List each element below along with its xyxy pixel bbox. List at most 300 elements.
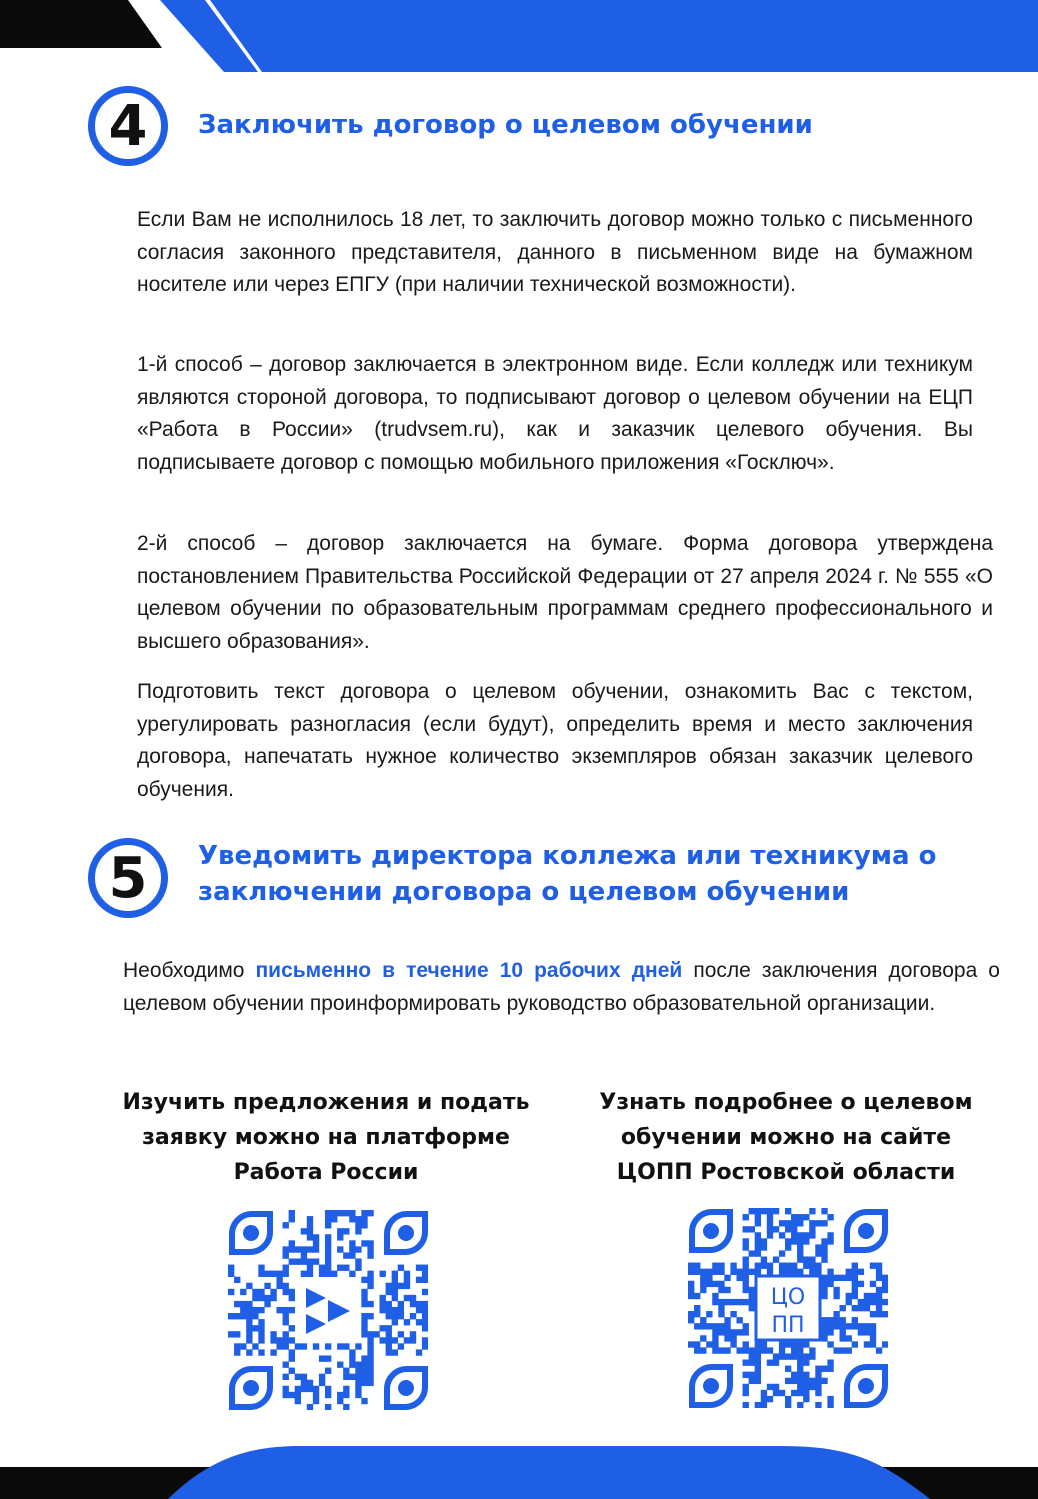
qr-module (234, 1301, 240, 1307)
qr-module (755, 1366, 761, 1372)
qr-module (743, 1287, 749, 1293)
qr-module (313, 1343, 319, 1349)
qr-module (864, 1299, 870, 1305)
qr-module (815, 1390, 821, 1396)
qr-module (240, 1307, 246, 1313)
qr-module (791, 1232, 797, 1238)
qr-module (882, 1275, 888, 1281)
qr-module (761, 1256, 767, 1262)
qr-module (761, 1347, 767, 1353)
qr-module (803, 1390, 809, 1396)
qr-module (803, 1341, 809, 1347)
step-5-title-line-2: заключении договора о целевом обучении (198, 877, 850, 907)
qr-module (815, 1384, 821, 1390)
qr-module (404, 1337, 410, 1343)
qr-module (343, 1252, 349, 1258)
qr-module (325, 1355, 331, 1361)
qr-module (343, 1392, 349, 1398)
qr-module (386, 1283, 392, 1289)
qr-module (386, 1331, 392, 1337)
qr-module (258, 1307, 264, 1313)
qr-module (706, 1311, 712, 1317)
qr-module (349, 1349, 355, 1355)
qr-module (283, 1319, 289, 1325)
qr-module (779, 1250, 785, 1256)
qr-module (355, 1362, 361, 1368)
qr-module (833, 1293, 839, 1299)
qr-module (852, 1275, 858, 1281)
qr-module (343, 1374, 349, 1380)
qr-module (755, 1214, 761, 1220)
qr-module (809, 1378, 815, 1384)
qr-module (307, 1216, 313, 1222)
qr-module (349, 1240, 355, 1246)
qr-module (313, 1240, 319, 1246)
qr-module (386, 1301, 392, 1307)
qr-module (240, 1289, 246, 1295)
qr-module (349, 1216, 355, 1222)
qr-module (791, 1347, 797, 1353)
qr-module (797, 1360, 803, 1366)
qr-module (827, 1396, 833, 1402)
qr-module (803, 1396, 809, 1402)
qr-finder-dot (243, 1380, 259, 1396)
qr-module (337, 1398, 343, 1404)
bottom-banner (0, 1440, 1038, 1499)
qr-module (355, 1258, 361, 1264)
qr-finder-dot (858, 1378, 874, 1394)
qr-module (767, 1360, 773, 1366)
step-5-paragraph (123, 955, 1000, 1020)
copp-logo-icon (756, 1276, 820, 1340)
qr-module (730, 1263, 736, 1269)
qr-module (355, 1386, 361, 1392)
qr-module (870, 1311, 876, 1317)
qr-module (416, 1319, 422, 1325)
qr-module (283, 1362, 289, 1368)
qr-module (289, 1216, 295, 1222)
copp-logo-bottom: ПП (771, 1313, 805, 1338)
qr-module (852, 1341, 858, 1347)
qr-module (852, 1317, 858, 1323)
qr-module (852, 1293, 858, 1299)
qr-module (386, 1289, 392, 1295)
step-4-paragraph-4: Подготовить текст договора о целевом обучении, ознакомить Вас с текстом, урегулировать разногласия (если будут), определить время и место заключения договора, напечатать нужное количество экземпляров обязан заказчик целевого обучения. (137, 680, 973, 801)
qr-module (398, 1307, 404, 1313)
qr-module (779, 1347, 785, 1353)
top-banner (0, 0, 1038, 80)
qr-module (367, 1349, 373, 1355)
qr-module (331, 1216, 337, 1222)
qr-module (852, 1281, 858, 1287)
qr-module (404, 1277, 410, 1283)
qr-module (276, 1277, 282, 1283)
qr-module (301, 1374, 307, 1380)
qr-module (367, 1252, 373, 1258)
qr-module (785, 1269, 791, 1275)
qr-module (283, 1374, 289, 1380)
qr-module (688, 1317, 694, 1323)
qr-module (858, 1329, 864, 1335)
qr-module (301, 1228, 307, 1234)
qr-module (325, 1216, 331, 1222)
qr-module (876, 1347, 882, 1353)
qr-module (246, 1337, 252, 1343)
qr-module (809, 1232, 815, 1238)
qr-module (367, 1355, 373, 1361)
qr-module (694, 1311, 700, 1317)
qr-module (743, 1281, 749, 1287)
qr-module (234, 1343, 240, 1349)
qr-module (743, 1329, 749, 1335)
qr-module (416, 1301, 422, 1307)
qr-module (325, 1246, 331, 1252)
qr-module (730, 1311, 736, 1317)
qr-module (724, 1299, 730, 1305)
qr-module (380, 1325, 386, 1331)
qr-module (398, 1265, 404, 1271)
qr-module (767, 1220, 773, 1226)
qr-module (743, 1256, 749, 1262)
qr-module (821, 1275, 827, 1281)
qr-module (803, 1360, 809, 1366)
qr-module (852, 1287, 858, 1293)
qr-module (361, 1331, 367, 1337)
qr-module (724, 1335, 730, 1341)
qr-module (706, 1275, 712, 1281)
qr-module (785, 1226, 791, 1232)
qr-module (724, 1347, 730, 1353)
qr-module (325, 1240, 331, 1246)
qr-module (325, 1258, 331, 1264)
qr-module (876, 1293, 882, 1299)
qr-module (882, 1299, 888, 1305)
qr-module (295, 1398, 301, 1404)
qr-module (876, 1287, 882, 1293)
qr-module (343, 1343, 349, 1349)
qr-module (337, 1362, 343, 1368)
qr-module (833, 1287, 839, 1293)
qr-module (325, 1252, 331, 1258)
qr-module (755, 1244, 761, 1250)
qr-module (749, 1347, 755, 1353)
qr-module (386, 1337, 392, 1343)
qr-module (864, 1305, 870, 1311)
qr-module (367, 1283, 373, 1289)
qr-module (809, 1384, 815, 1390)
qr-module (694, 1293, 700, 1299)
qr-module (755, 1378, 761, 1384)
qr-module (246, 1301, 252, 1307)
qr-module (761, 1244, 767, 1250)
qr-module (712, 1323, 718, 1329)
qr-module (422, 1301, 428, 1307)
qr-module (827, 1269, 833, 1275)
qr-module (380, 1301, 386, 1307)
qr-module (367, 1271, 373, 1277)
qr-module (767, 1232, 773, 1238)
qr-module (367, 1374, 373, 1380)
qr-module (730, 1329, 736, 1335)
qr-module (821, 1244, 827, 1250)
qr-module (743, 1263, 749, 1269)
qr-module (840, 1275, 846, 1281)
qr-module (779, 1353, 785, 1359)
qr-module (833, 1275, 839, 1281)
qr-module (313, 1398, 319, 1404)
qr-module (361, 1210, 367, 1216)
cta-right-line-1: Узнать подробнее о целевом (599, 1090, 973, 1115)
qr-module (361, 1295, 367, 1301)
qr-module (283, 1265, 289, 1271)
qr-module (773, 1208, 779, 1214)
qr-module (246, 1349, 252, 1355)
qr-module (258, 1337, 264, 1343)
qr-module (712, 1299, 718, 1305)
qr-module (700, 1347, 706, 1353)
qr-module (730, 1299, 736, 1305)
qr-module (295, 1386, 301, 1392)
qr-module (313, 1246, 319, 1252)
qr-module (398, 1283, 404, 1289)
qr-module (779, 1232, 785, 1238)
qr-module (283, 1343, 289, 1349)
qr-module (730, 1269, 736, 1275)
qr-module (718, 1281, 724, 1287)
qr-module (264, 1271, 270, 1277)
qr-module (380, 1337, 386, 1343)
qr-module (688, 1281, 694, 1287)
qr-module (736, 1317, 742, 1323)
qr-module (755, 1263, 761, 1269)
qr-module (367, 1210, 373, 1216)
qr-module (337, 1246, 343, 1252)
qr-module (325, 1386, 331, 1392)
qr-module (422, 1343, 428, 1349)
qr-module (325, 1271, 331, 1277)
qr-module (833, 1317, 839, 1323)
qr-module (349, 1355, 355, 1361)
qr-module (773, 1390, 779, 1396)
qr-module (325, 1222, 331, 1228)
qr-module (246, 1325, 252, 1331)
qr-module (840, 1329, 846, 1335)
qr-module (380, 1295, 386, 1301)
qr-module (815, 1244, 821, 1250)
qr-module (410, 1295, 416, 1301)
qr-module (307, 1228, 313, 1234)
qr-module (876, 1269, 882, 1275)
qr-module (325, 1343, 331, 1349)
qr-module (803, 1378, 809, 1384)
qr-module (276, 1271, 282, 1277)
qr-module (743, 1226, 749, 1232)
qr-module (791, 1238, 797, 1244)
qr-module (355, 1216, 361, 1222)
qr-module (858, 1281, 864, 1287)
qr-module (349, 1246, 355, 1252)
qr-module (361, 1277, 367, 1283)
qr-module (743, 1275, 749, 1281)
qr-module (785, 1244, 791, 1250)
qr-module (264, 1301, 270, 1307)
qr-module (736, 1299, 742, 1305)
qr-module (870, 1341, 876, 1347)
qr-module (767, 1269, 773, 1275)
qr-module (706, 1323, 712, 1329)
qr-module (252, 1343, 258, 1349)
qr-module (712, 1335, 718, 1341)
qr-module (355, 1265, 361, 1271)
qr-module (416, 1265, 422, 1271)
qr-module (785, 1238, 791, 1244)
qr-module (325, 1404, 331, 1410)
qr-module (870, 1293, 876, 1299)
qr-module (258, 1349, 264, 1355)
qr-module (410, 1301, 416, 1307)
qr-module (876, 1311, 882, 1317)
qr-module (688, 1293, 694, 1299)
qr-module (289, 1368, 295, 1374)
qr-module (761, 1402, 767, 1408)
qr-module (718, 1323, 724, 1329)
qr-module (755, 1347, 761, 1353)
qr-module (422, 1319, 428, 1325)
qr-module (712, 1329, 718, 1335)
qr-module (815, 1402, 821, 1408)
qr-module (846, 1275, 852, 1281)
qr-module (712, 1269, 718, 1275)
qr-module (785, 1263, 791, 1269)
qr-module (724, 1323, 730, 1329)
qr-module (864, 1341, 870, 1347)
qr-module (724, 1329, 730, 1335)
qr-module (803, 1232, 809, 1238)
qr-module (797, 1250, 803, 1256)
qr-module (694, 1305, 700, 1311)
qr-module (392, 1277, 398, 1283)
qr-module (876, 1275, 882, 1281)
qr-module (307, 1258, 313, 1264)
qr-module (270, 1295, 276, 1301)
qr-module (228, 1289, 234, 1295)
qr-module (755, 1360, 761, 1366)
qr-module (252, 1289, 258, 1295)
qr-module (730, 1341, 736, 1347)
qr-module (392, 1319, 398, 1325)
cta-right-line-2: обучении можно на сайте (620, 1125, 952, 1150)
play-logo-icon (306, 1288, 350, 1334)
qr-module (386, 1343, 392, 1349)
qr-module (337, 1343, 343, 1349)
qr-module (325, 1368, 331, 1374)
qr-module (258, 1271, 264, 1277)
qr-module (864, 1323, 870, 1329)
qr-module (797, 1384, 803, 1390)
qr-module (797, 1378, 803, 1384)
qr-module (803, 1353, 809, 1359)
qr-module (380, 1271, 386, 1277)
qr-module (392, 1337, 398, 1343)
qr-code-copp-icon[interactable] (688, 1208, 888, 1408)
qr-module (870, 1323, 876, 1329)
qr-module (283, 1337, 289, 1343)
qr-module (767, 1396, 773, 1402)
qr-module (252, 1325, 258, 1331)
qr-module (295, 1374, 301, 1380)
qr-module (755, 1220, 761, 1226)
step-5-text-after: после заключения договора о целевом обучении проинформировать руководство образовательной организации. (123, 959, 1000, 1015)
qr-module (367, 1368, 373, 1374)
qr-module (276, 1283, 282, 1289)
qr-module (301, 1258, 307, 1264)
qr-module (240, 1343, 246, 1349)
qr-module (755, 1208, 761, 1214)
qr-module (815, 1263, 821, 1269)
qr-module (355, 1392, 361, 1398)
qr-module (688, 1311, 694, 1317)
qr-module (791, 1341, 797, 1347)
qr-module (361, 1313, 367, 1319)
step-4-paragraph-2: 1-й способ – договор заключается в электронном виде. Если колледж или техникум являются стороной договора, то подписывают договор о целевом обучении на ЕЦП «Работа в России» (trudvsem.ru), как и заказчик целевого обучения. Вы подписываете договор с помощью мобильного приложения «Госключ». (137, 353, 973, 474)
qr-module (270, 1271, 276, 1277)
qr-module (791, 1390, 797, 1396)
qr-module (815, 1250, 821, 1256)
qr-module (852, 1305, 858, 1311)
qr-module (743, 1360, 749, 1366)
cta-left-line-2: заявку можно на платформе (142, 1125, 510, 1150)
qr-module (422, 1337, 428, 1343)
qr-module (809, 1269, 815, 1275)
qr-module (361, 1216, 367, 1222)
qr-module (821, 1250, 827, 1256)
qr-module (301, 1343, 307, 1349)
qr-module (404, 1271, 410, 1277)
qr-module (325, 1265, 331, 1271)
qr-module (258, 1265, 264, 1271)
qr-module (319, 1374, 325, 1380)
qr-module (803, 1238, 809, 1244)
qr-module (700, 1281, 706, 1287)
qr-module (289, 1349, 295, 1355)
qr-module (410, 1313, 416, 1319)
qr-module (821, 1220, 827, 1226)
qr-module (258, 1325, 264, 1331)
qr-module (706, 1269, 712, 1275)
qr-module (416, 1307, 422, 1313)
qr-module (228, 1271, 234, 1277)
qr-module (858, 1269, 864, 1275)
qr-module (307, 1386, 313, 1392)
copp-logo-top: ЦО (770, 1285, 806, 1310)
qr-module (736, 1269, 742, 1275)
qr-module (228, 1265, 234, 1271)
qr-module (422, 1271, 428, 1277)
qr-module (337, 1210, 343, 1216)
qr-module (319, 1271, 325, 1277)
qr-module (688, 1263, 694, 1269)
qr-module (295, 1246, 301, 1252)
qr-module (809, 1353, 815, 1359)
step-5-title (198, 838, 936, 910)
qr-module (325, 1234, 331, 1240)
qr-module (773, 1226, 779, 1232)
qr-module (422, 1265, 428, 1271)
qr-module (386, 1325, 392, 1331)
qr-module (791, 1226, 797, 1232)
qr-module (749, 1250, 755, 1256)
qr-code-rabota-rossii-icon[interactable] (228, 1210, 428, 1410)
